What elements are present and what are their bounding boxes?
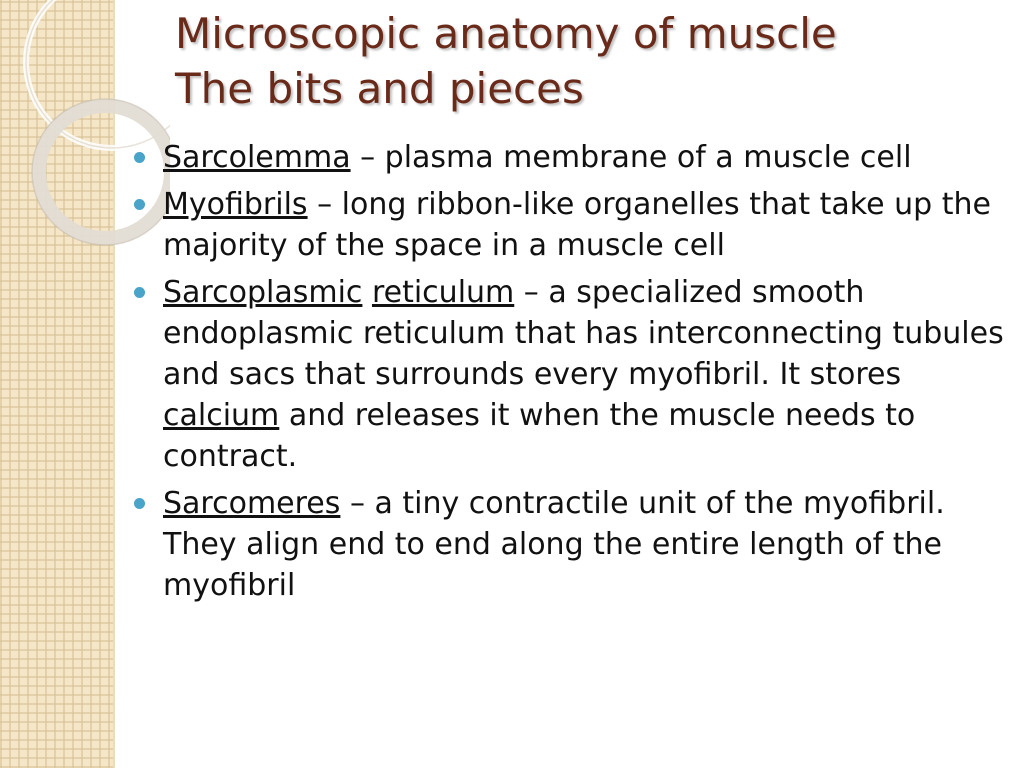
definition-text: – long ribbon-like organelles that take up the majority of the space in a muscle cell <box>163 187 991 263</box>
term-reticulum: reticulum <box>371 275 515 310</box>
title-line-1: Microscopic anatomy of muscle <box>175 9 837 58</box>
bullet-dot-icon <box>134 498 145 509</box>
definition-text: – plasma membrane of a muscle cell <box>350 140 912 175</box>
definition-text-continued: and releases it when the muscle needs to contract. <box>163 398 916 474</box>
title-line-2: The bits and pieces <box>175 64 584 113</box>
slide-title <box>175 6 995 116</box>
bullet-list <box>133 137 1018 612</box>
term-sarcolemma: Sarcolemma <box>163 140 351 175</box>
term-calcium: calcium <box>163 398 280 433</box>
list-item <box>133 137 1018 178</box>
list-item <box>133 184 1018 266</box>
bullet-dot-icon <box>134 287 145 298</box>
list-item <box>133 272 1018 477</box>
term-myofibrils: Myofibrils <box>163 187 308 222</box>
definition-text: – a tiny contractile unit of the myofibril. They align end to end along the entire length of the myofibril <box>163 486 945 603</box>
list-item <box>133 483 1018 606</box>
bullet-dot-icon <box>134 199 145 210</box>
definition-text: – a specialized smooth endoplasmic reticulum that has interconnecting tubules and sacs that surrounds every myofibril. It stores <box>163 275 1004 392</box>
term-sarcomeres: Sarcomeres <box>163 486 341 521</box>
bullet-dot-icon <box>134 152 145 163</box>
term-sarcoplasmic: Sarcoplasmic <box>163 275 363 310</box>
